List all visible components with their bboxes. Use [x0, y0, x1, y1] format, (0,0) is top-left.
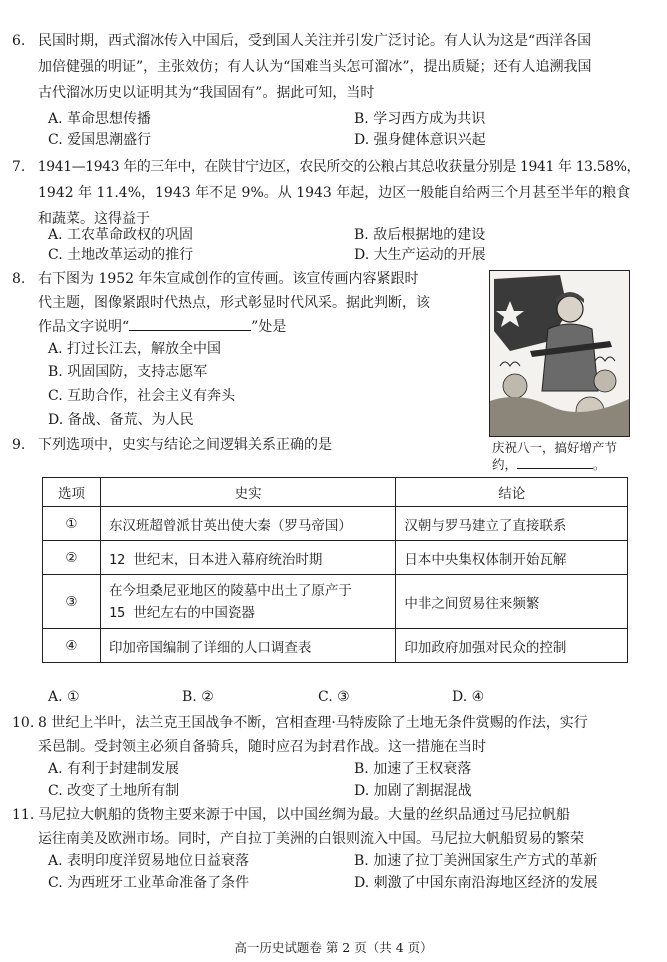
q11-number: 11. — [12, 807, 35, 823]
poster-illustration — [490, 271, 629, 436]
q9-option-a: A. ① — [48, 689, 80, 705]
q8-option-a: A. 打过长江去，解放全中国 — [48, 341, 222, 357]
header-conclusion: 结论 — [396, 478, 628, 507]
table-row: ④ 印加帝国编制了详细的人口调查表 印加政府加强对民众的控制 — [43, 629, 628, 663]
q8-line-1: 8. 右下图为 1952 年朱宣咸创作的宣传画。该宣传画内容紧跟时 — [12, 271, 419, 287]
q9-option-d: D. ④ — [452, 689, 485, 705]
q8-number: 8. — [12, 271, 26, 287]
header-option: 选项 — [43, 478, 101, 507]
table-row: ① 东汉班超曾派甘英出使大秦（罗马帝国） 汉朝与罗马建立了直接联系 — [43, 507, 628, 541]
q10-option-a: A. 有利于封建制发展 — [48, 761, 180, 777]
q10-number: 10. — [12, 715, 35, 731]
q11-line-1: 11. 马尼拉大帆船的货物主要来源于中国，以中国丝绸为最。大量的丝织品通过马尼拉帆船 — [12, 807, 570, 823]
q7-option-d: D. 大生产运动的开展 — [354, 247, 486, 263]
q7-number: 7. — [12, 159, 26, 175]
q6-line-1: 6. 民国时期，西式溜冰传入中国后，受到国人关注并引发广泛讨论。有人认为这是“西洋各国 — [12, 33, 592, 49]
q10-line-2: 采邑制。受封领主必须自备骑兵，随时应召为封君作战。这一措施在当时 — [38, 739, 486, 755]
q7-option-c: C. 土地改革运动的推行 — [48, 247, 194, 263]
q7-line-3: 和蔬菜。这得益于 — [38, 211, 150, 227]
q11-option-b: B. 加速了拉丁美洲国家生产方式的革新 — [354, 853, 598, 869]
q9-table — [42, 477, 628, 663]
q6-number: 6. — [12, 33, 26, 49]
page-footer: 高一历史试题卷 第 2 页（共 4 页） — [234, 940, 433, 955]
q6-line-3: 古代溜冰历史以证明其为“我国固有”。据此可知，当时 — [38, 85, 375, 101]
table-row: ② 12 世纪末，日本进入幕府统治时期 日本中央集权体制开始瓦解 — [43, 541, 628, 575]
q8-line-3: 作品文字说明“ ”处是 — [38, 316, 286, 336]
table-header-row — [43, 478, 628, 507]
poster-caption-line-1: 庆祝八一，搞好增产节 — [492, 440, 618, 455]
q9-option-b: B. ② — [182, 689, 214, 705]
q6-option-b: B. 学习西方成为共识 — [354, 111, 486, 127]
q7-line-1: 7. 1941—1943 年的三年中，在陕甘宁边区，农民所交的公粮占其总收获量分别是 1941 年 13.58%， — [12, 159, 641, 175]
table-row: ③ 在今坦桑尼亚地区的陵墓中出土了原产于 15 世纪左右的中国瓷器 中非之间贸易往来频繁 — [43, 575, 628, 629]
q10-line-1: 10. 8 世纪上半叶，法兰克王国战争不断，宫相查理·马特废除了土地无条件赏赐的作法，实行 — [12, 715, 588, 731]
q7-option-a: A. 工农革命政权的巩固 — [48, 227, 194, 243]
q8-answer-blank — [129, 316, 251, 331]
q9-option-c: C. ③ — [318, 689, 350, 705]
q11-line-2: 运往南美及欧洲市场。同时，产自拉丁美洲的白银则流入中国。马尼拉大帆船贸易的繁荣 — [38, 831, 584, 847]
q11-option-c: C. 为西班牙工业革命准备了条件 — [48, 875, 250, 891]
q10-option-c: C. 改变了土地所有制 — [48, 783, 180, 799]
q7-line-2: 1942 年 11.4%，1943 年不足 9%。从 1943 年起，边区一般能自给两三个月甚至半年的粮食 — [38, 185, 631, 201]
q8-option-d: D. 备战、备荒、为人民 — [48, 412, 194, 428]
q8-option-c: C. 互助合作，社会主义有奔头 — [48, 388, 236, 404]
q6-option-c: C. 爱国思潮盛行 — [48, 132, 152, 148]
propaganda-poster-image — [489, 270, 630, 437]
q6-option-d: D. 强身健体意识兴起 — [354, 132, 486, 148]
q10-option-b: B. 加速了王权衰落 — [354, 761, 472, 777]
header-fact: 史实 — [100, 478, 395, 507]
poster-caption-line-2: 约， 。 — [492, 457, 606, 472]
q8-option-b: B. 巩固国防，支持志愿军 — [48, 364, 208, 380]
q7-option-b: B. 敌后根据地的建设 — [354, 227, 486, 243]
q6-option-a: A. 革命思想传播 — [48, 111, 152, 127]
q9-number: 9. — [12, 437, 26, 453]
q8-line-2: 代主题，图像紧跟时代热点，形式彰显时代风采。据此判断，该 — [38, 295, 430, 311]
q9-stem: 9. 下列选项中，史实与结论之间逻辑关系正确的是 — [12, 437, 332, 453]
poster-caption-blank — [517, 456, 593, 469]
q11-option-d: D. 刺激了中国东南沿海地区经济的发展 — [354, 875, 598, 891]
q10-option-d: D. 加剧了割据混战 — [354, 783, 472, 799]
q6-line-2: 加倍健强的明证”，主张效仿；有人认为“国难当头怎可溜冰”，提出质疑；还有人追溯我国 — [38, 59, 592, 75]
q11-option-a: A. 表明印度洋贸易地位日益衰落 — [48, 853, 250, 869]
